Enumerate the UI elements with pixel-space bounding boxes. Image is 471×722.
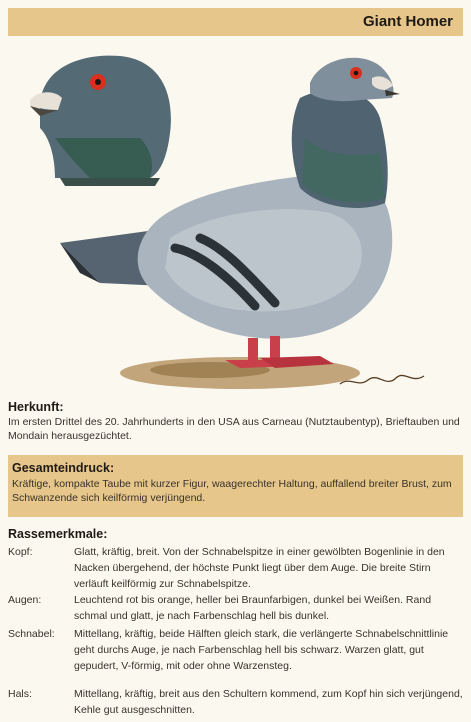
title-bar xyxy=(8,8,463,36)
trait-text: Mittellang, kräftig, breit aus den Schultern kommend, zum Kopf hin sich verjüngend, Kehle gut ausgeschnitten. xyxy=(74,688,463,716)
trait-row-schnabel xyxy=(8,626,468,686)
pigeon-illustration xyxy=(0,38,471,400)
trait-label: Hals: xyxy=(8,688,32,700)
head-closeup-illustration xyxy=(30,56,171,186)
trait-text: Mittellang, kräftig, beide Hälften gleich stark, die verlängerte Schnabelschnittlinie geht durchs Auge, je nach Farbenschlag hell bis schwarz. Warzen glatt, gut gepudert, V-förmig, mit oder ohne Warzensteg. xyxy=(74,628,449,672)
trait-row-kopf xyxy=(8,544,468,592)
gesamteindruck-box xyxy=(8,455,463,517)
herkunft-text: Im ersten Drittel des 20. Jahrhunderts in den USA aus Carneau (Nutztaubentyp), Brieftauben und Mondain herausgezüchtet. xyxy=(8,416,460,442)
gesamteindruck-heading: Gesamteindruck: xyxy=(12,461,115,475)
herkunft-heading: Herkunft: xyxy=(8,400,64,414)
trait-row-augen xyxy=(8,592,468,626)
trait-text: Glatt, kräftig, breit. Von der Schnabelspitze in einer gewölbten Bogenlinie in den Nacken übergehend, der höchste Punkt liegt über dem Auge. Die breite Stirn verläuft keilförmig zur Schnabelspitze. xyxy=(74,546,445,590)
trait-label: Kopf: xyxy=(8,546,33,558)
trait-label: Augen: xyxy=(8,594,42,606)
trait-text: Leuchtend rot bis orange, heller bei Braunfarbigen, dunkel bei Weißen. Rand schmal und glatt, je nach Farbenschlag hell bis dunkel. xyxy=(74,594,432,622)
page-title: Giant Homer xyxy=(362,13,453,30)
trait-row-hals xyxy=(8,686,468,720)
gesamteindruck-text: Kräftige, kompakte Taube mit kurzer Figur, waagerechter Haltung, auffallend breiter Brust, zum Schwanzende sich keilförmig verjüngend. xyxy=(12,478,452,504)
rassemerkmale-heading: Rassemerkmale: xyxy=(8,527,108,541)
trait-label: Schnabel: xyxy=(8,628,55,640)
